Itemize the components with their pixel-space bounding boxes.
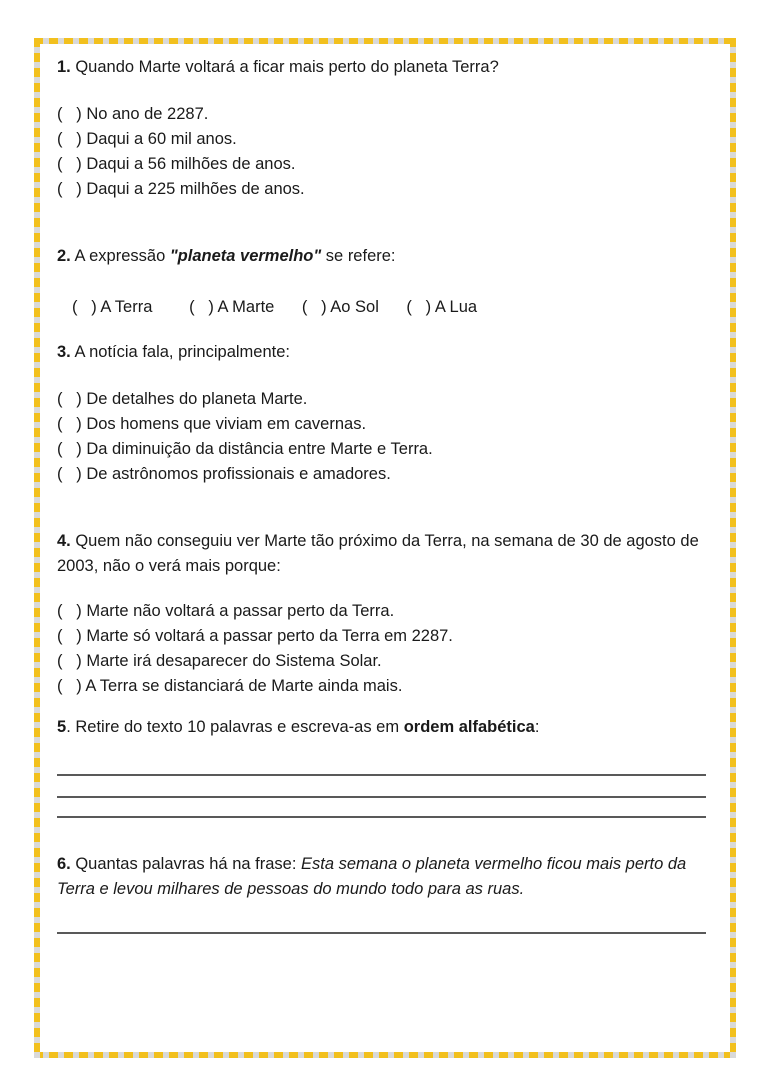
frame-edge-right <box>730 38 736 1058</box>
frame-edge-left <box>34 38 40 1058</box>
question-3-options <box>57 387 709 487</box>
question-2-quoted-term: "planeta vermelho" <box>169 247 322 265</box>
question-6-prompt <box>57 852 709 902</box>
question-2-options <box>57 295 709 320</box>
question-4-number: 4. <box>57 532 71 550</box>
question-1-option-4[interactable]: ( ) Daqui a 225 milhões de anos. <box>57 180 305 198</box>
question-4-prompt-text: Quem não conseguiu ver Marte tão próximo da Terra, na semana de 30 de agosto de 2003, não o verá mais porque: <box>57 532 699 575</box>
question-5-emphasis: ordem alfabética <box>403 718 535 736</box>
question-3-option-4[interactable]: ( ) De astrônomos profissionais e amadores. <box>57 465 391 483</box>
question-3-prompt <box>57 340 709 365</box>
question-2-prompt-after: se refere: <box>321 247 396 265</box>
question-4-option-3[interactable]: ( ) Marte irá desaparecer do Sistema Solar. <box>57 652 382 670</box>
question-5-prompt <box>57 715 709 740</box>
question-4-prompt <box>57 529 709 579</box>
question-1-option-1[interactable]: ( ) No ano de 2287. <box>57 105 209 123</box>
frame-edge-top <box>34 38 736 44</box>
question-6-answer-line-1[interactable] <box>57 932 706 934</box>
question-2-option-4[interactable]: ( ) A Lua <box>406 298 478 316</box>
question-1-option-2[interactable]: ( ) Daqui a 60 mil anos. <box>57 130 237 148</box>
question-5-prompt-before: . Retire do texto 10 palavras e escreva-as em <box>66 718 404 736</box>
option-gap <box>274 298 302 316</box>
question-4-option-1[interactable]: ( ) Marte não voltará a passar perto da Terra. <box>57 602 395 620</box>
question-1 <box>57 55 709 202</box>
question-4-option-4[interactable]: ( ) A Terra se distanciará de Marte ainda mais. <box>57 677 403 695</box>
question-6-prompt-before: Quantas palavras há na frase: <box>70 855 301 873</box>
question-6-number: 6. <box>57 855 71 873</box>
question-2-number: 2. <box>57 247 71 265</box>
question-5 <box>57 715 709 818</box>
question-1-option-3[interactable]: ( ) Daqui a 56 milhões de anos. <box>57 155 296 173</box>
worksheet-content <box>57 55 709 934</box>
question-2-option-3[interactable]: ( ) Ao Sol <box>301 298 379 316</box>
question-4-option-2[interactable]: ( ) Marte só voltará a passar perto da Terra em 2287. <box>57 627 453 645</box>
frame-edge-bottom <box>34 1052 736 1058</box>
question-2-prompt-before: A expressão <box>70 247 170 265</box>
question-1-prompt-text: Quando Marte voltará a ficar mais perto do planeta Terra? <box>70 58 499 76</box>
question-4-options <box>57 599 709 699</box>
question-3-number: 3. <box>57 343 71 361</box>
question-2-option-2[interactable]: ( ) A Marte <box>189 298 275 316</box>
question-3-prompt-text: A notícia fala, principalmente: <box>70 343 290 361</box>
question-1-options <box>57 102 709 202</box>
question-3-option-1[interactable]: ( ) De detalhes do planeta Marte. <box>57 390 308 408</box>
question-3-option-2[interactable]: ( ) Dos homens que viviam em cavernas. <box>57 415 367 433</box>
option-gap <box>379 298 407 316</box>
question-5-number: 5 <box>57 718 67 736</box>
question-1-number: 1. <box>57 58 71 76</box>
question-3-option-3[interactable]: ( ) Da diminuição da distância entre Marte e Terra. <box>57 440 433 458</box>
question-2-prompt <box>57 244 709 269</box>
question-5-prompt-after: : <box>534 718 540 736</box>
question-2 <box>57 244 709 320</box>
question-4 <box>57 529 709 699</box>
question-6 <box>57 852 709 934</box>
question-6-quoted-sentence: Esta semana o planeta vermelho ficou mais perto da Terra e levou milhares de pessoas do mundo todo para as ruas. <box>57 855 687 898</box>
question-3 <box>57 340 709 487</box>
question-2-option-1[interactable]: ( ) A Terra <box>72 298 153 316</box>
option-gap <box>152 298 189 316</box>
question-1-prompt <box>57 55 709 80</box>
